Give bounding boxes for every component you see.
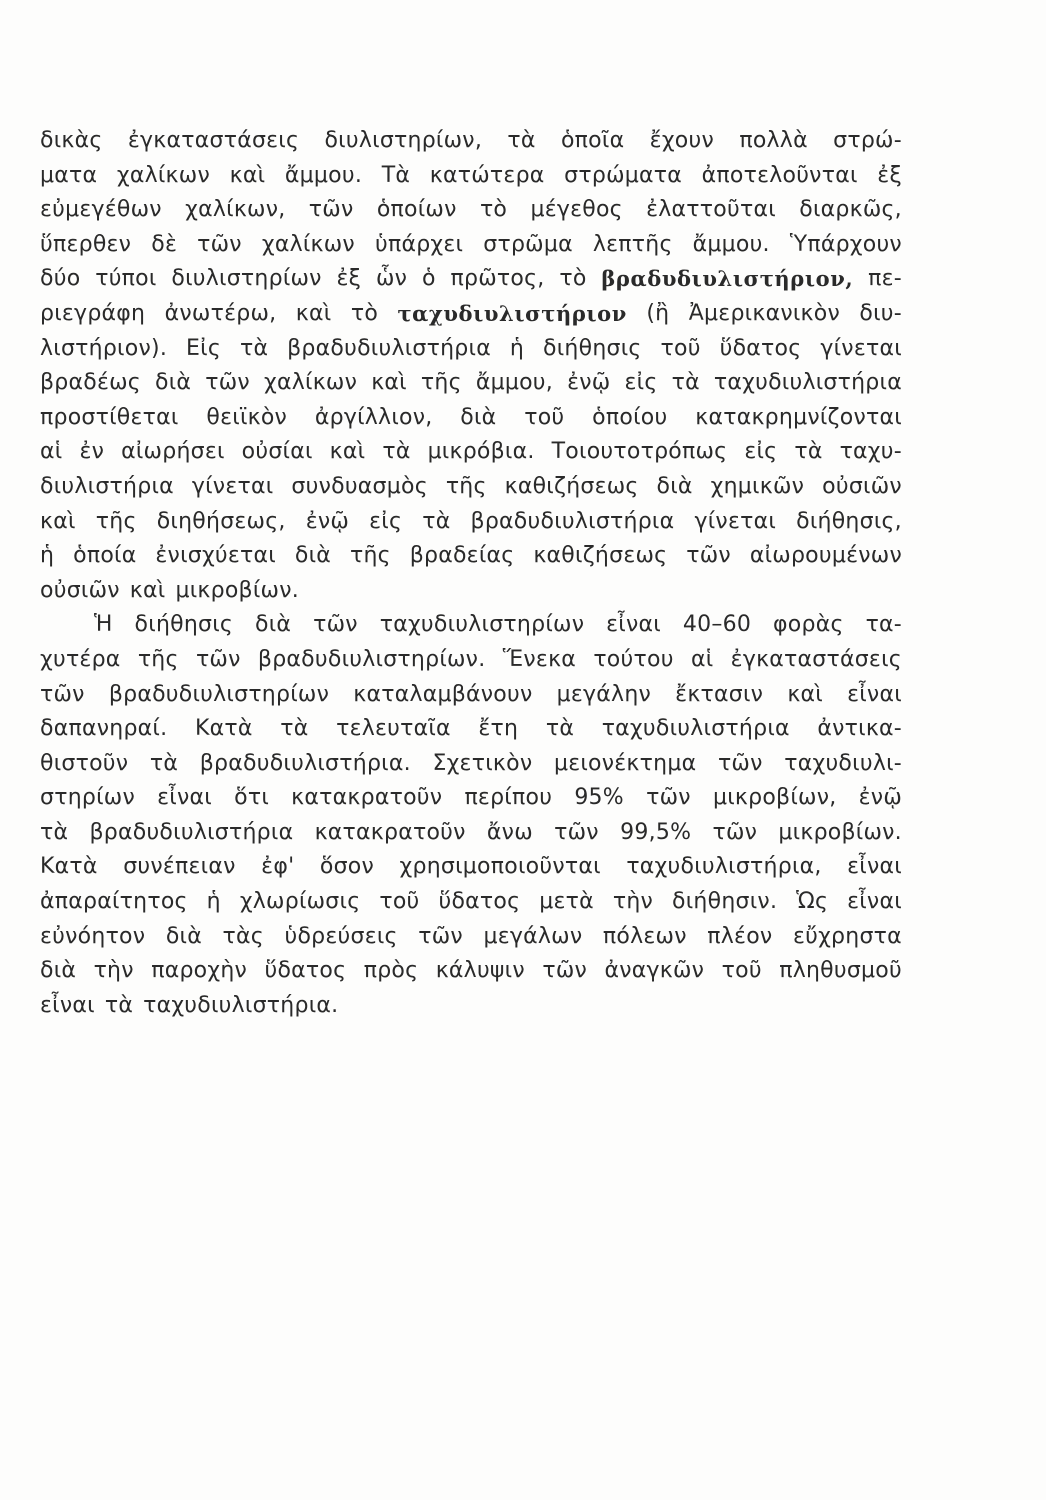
- text-line: καὶ τῆς διηθήσεως, ἐνῷ εἰς τὰ βραδυδιυλιστήρια γίνεται διήθησις,: [40, 508, 902, 534]
- text-line: δικὰς ἐγκαταστάσεις διυλιστηρίων, τὰ ὁποῖα ἔχουν πολλὰ στρώ-: [40, 128, 902, 153]
- text-line: λιστήριον). Εἰς τὰ βραδυδιυλιστήρια ἡ διήθησις τοῦ ὕδατος γίνεται: [40, 335, 902, 361]
- text-line: ἀπαραίτητος ἡ χλωρίωσις τοῦ ὕδατος μετὰ τὴν διήθησιν. Ὡς εἶναι: [40, 889, 902, 915]
- paragraph: [40, 124, 902, 608]
- text-line: διυλιστήρια γίνεται συνδυασμὸς τῆς καθιζήσεως διὰ χημικῶν οὐσιῶν: [40, 473, 902, 499]
- text-line: προστίθεται θειϊκὸν ἀργίλλιον, διὰ τοῦ ὁποίου κατακρημνίζονται: [40, 404, 902, 430]
- text-line: εἶναι τὰ ταχυδιυλιστήρια.: [40, 992, 339, 1018]
- text-line: οὐσιῶν καὶ μικροβίων.: [40, 577, 299, 603]
- text-line: ματα χαλίκων καὶ ἄμμου. Τὰ κατώτερα στρώματα ἀποτελοῦνται ἐξ: [40, 162, 902, 188]
- text-line: διὰ τὴν παροχὴν ὕδατος πρὸς κάλυψιν τῶν ἀναγκῶν τοῦ πληθυσμοῦ: [40, 958, 902, 984]
- text-line: εὐνόητον διὰ τὰς ὑδρεύσεις τῶν μεγάλων πόλεων πλέον εὔχρηστα: [40, 923, 902, 949]
- paragraph: [40, 608, 902, 1023]
- text-line: δαπανηραί. Κατὰ τὰ τελευταῖα ἔτη τὰ ταχυδιυλιστήρια ἀντικα-: [40, 716, 902, 742]
- text-line: Κατὰ συνέπειαν ἐφ' ὅσον χρησιμοποιοῦνται ταχυδιυλιστήρια, εἶναι: [40, 854, 902, 880]
- text-line: ἡ ὁποία ἐνισχύεται διὰ τῆς βραδείας καθιζήσεως τῶν αἰωρουμένων: [40, 543, 902, 569]
- text-line: Ἡ διήθησις διὰ τῶν ταχυδιυλιστηρίων εἶναι 40–60 φορὰς τα-: [94, 612, 902, 638]
- text-line: δύο τύποι διυλιστηρίων ἐξ ὧν ὁ πρῶτος, τὸ βραδυδιυλιστήριον, πε-: [40, 266, 902, 292]
- text-line: χυτέρα τῆς τῶν βραδυδιυλιστηρίων. Ἕνεκα τούτου αἱ ἐγκαταστάσεις: [40, 646, 902, 672]
- text-line: τῶν βραδυδιυλιστηρίων καταλαμβάνουν μεγάλην ἔκτασιν καὶ εἶναι: [40, 681, 902, 707]
- body-text: [40, 124, 902, 1023]
- text-line: αἱ ἐν αἰωρήσει οὐσίαι καὶ τὰ μικρόβια. Τοιουτοτρόπως εἰς τὰ ταχυ-: [40, 439, 902, 465]
- text-line: ριεγράφη ἀνωτέρω, καὶ τὸ ταχυδιυλιστήριον (ἢ Ἀμερικανικὸν διυ-: [40, 300, 902, 326]
- text-line: εὐμεγέθων χαλίκων, τῶν ὁποίων τὸ μέγεθος ἐλαττοῦται διαρκῶς,: [40, 197, 902, 223]
- text-line: στηρίων εἶναι ὅτι κατακρατοῦν περίπου 95% τῶν μικροβίων, ἐνῷ: [40, 785, 902, 811]
- text-line: θιστοῦν τὰ βραδυδιυλιστήρια. Σχετικὸν μειονέκτημα τῶν ταχυδιυλι-: [40, 750, 902, 776]
- text-line: βραδέως διὰ τῶν χαλίκων καὶ τῆς ἄμμου, ἐνῷ εἰς τὰ ταχυδιυλιστήρια: [40, 370, 902, 396]
- text-line: ὕπερθεν δὲ τῶν χαλίκων ὑπάρχει στρῶμα λεπτῆς ἄμμου. Ὑπάρχουν: [40, 231, 902, 257]
- text-line: τὰ βραδυδιυλιστήρια κατακρατοῦν ἄνω τῶν 99,5% τῶν μικροβίων.: [40, 819, 902, 845]
